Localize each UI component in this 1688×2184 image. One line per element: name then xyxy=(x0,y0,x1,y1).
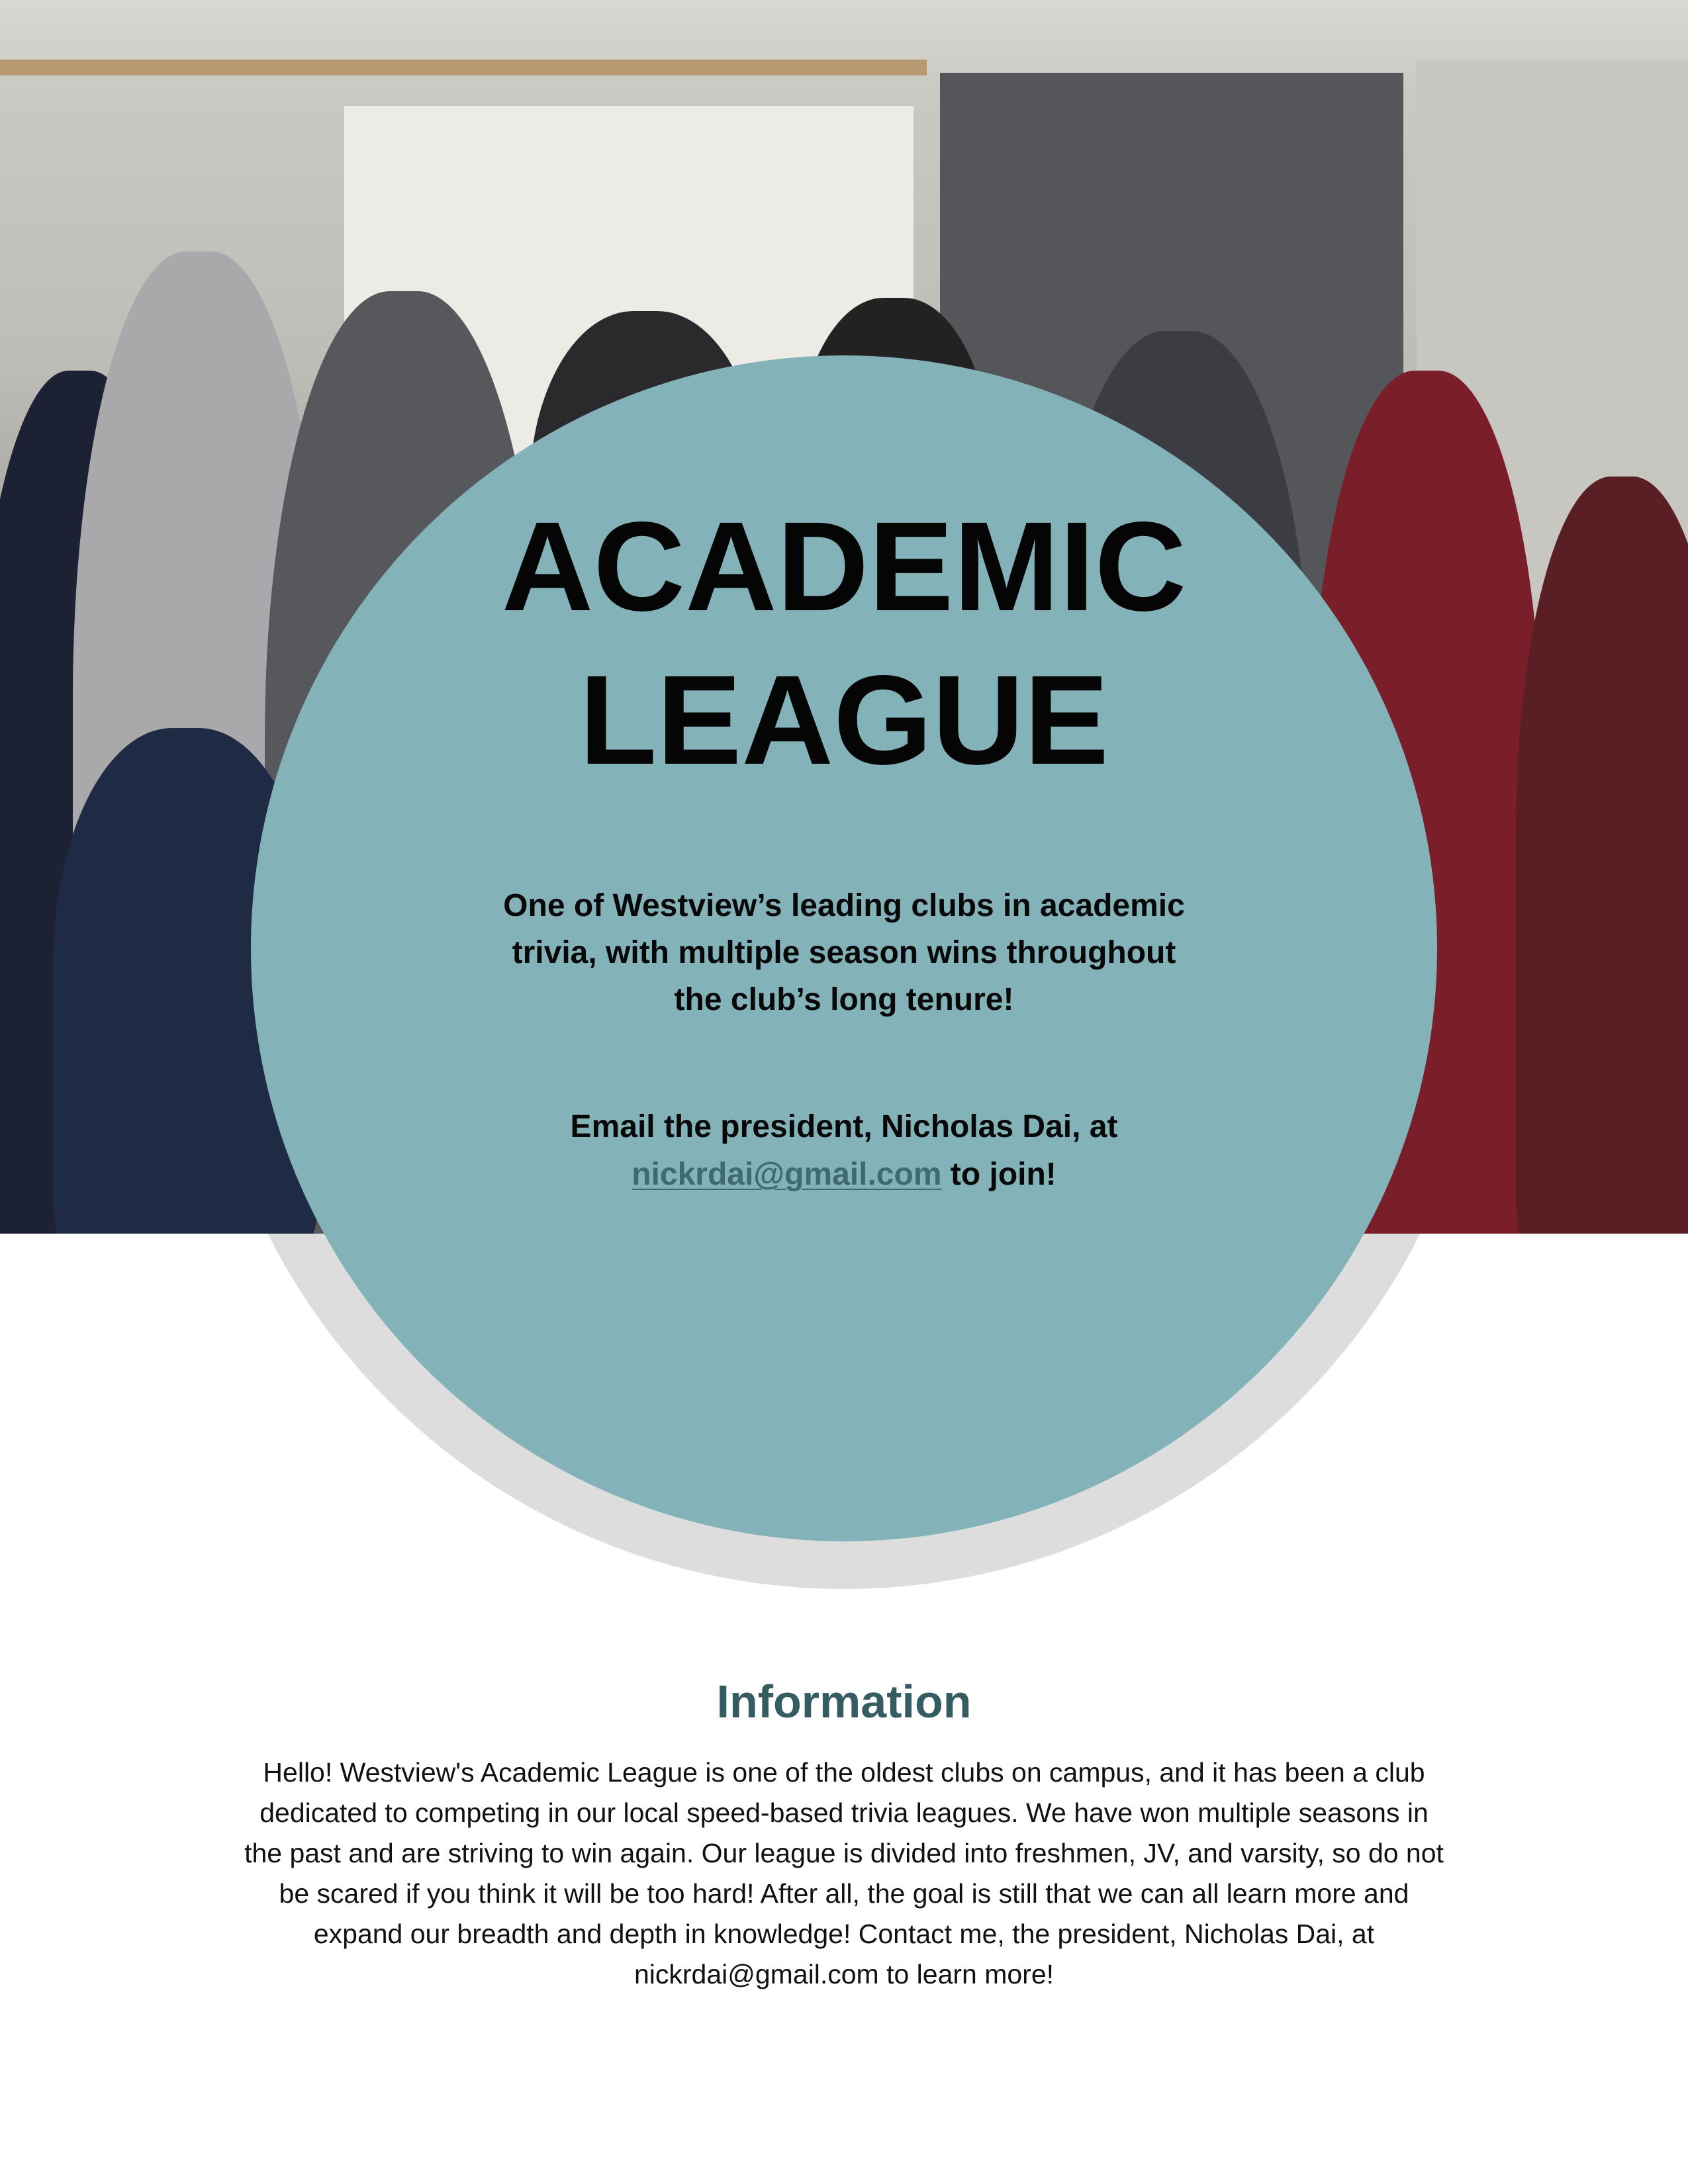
body-line: Hello! Westview's Academic League is one of the oldest clubs on campus, and it has been a club xyxy=(263,1757,1425,1788)
join-cta xyxy=(0,1103,1688,1199)
cta-line xyxy=(0,1151,1688,1199)
cta-line: Email the president, Nicholas Dai, at xyxy=(570,1109,1118,1144)
body-line: dedicated to competing in our local speed-based trivia leagues. We have won multiple seasons in xyxy=(259,1797,1429,1828)
tagline-line: One of Westview’s leading clubs in academic xyxy=(503,888,1185,923)
tagline-line: the club’s long tenure! xyxy=(674,982,1014,1017)
info-heading: Information xyxy=(716,1676,972,1727)
info-body xyxy=(0,1752,1688,1995)
body-line: be scared if you think it will be too hard! After all, the goal is still that we can all learn more and xyxy=(279,1878,1409,1909)
shelf-ledge xyxy=(0,60,927,75)
tagline xyxy=(0,882,1688,1023)
cta-suffix: to join! xyxy=(941,1157,1056,1192)
body-line: nickrdai@gmail.com to learn more! xyxy=(633,1959,1055,1989)
body-line: the past and are striving to win again. Our league is divided into freshmen, JV, and varsity, so do not xyxy=(244,1838,1444,1868)
title-line: LEAGUE xyxy=(579,649,1109,791)
body-line: expand our breadth and depth in knowledge! Contact me, the president, Nicholas Dai, at xyxy=(313,1919,1375,1949)
email-link[interactable]: nickrdai@gmail.com xyxy=(632,1157,942,1192)
title-line: ACADEMIC xyxy=(501,495,1187,637)
club-title xyxy=(0,490,1688,797)
tagline-line: trivia, with multiple season wins throughout xyxy=(512,935,1176,970)
